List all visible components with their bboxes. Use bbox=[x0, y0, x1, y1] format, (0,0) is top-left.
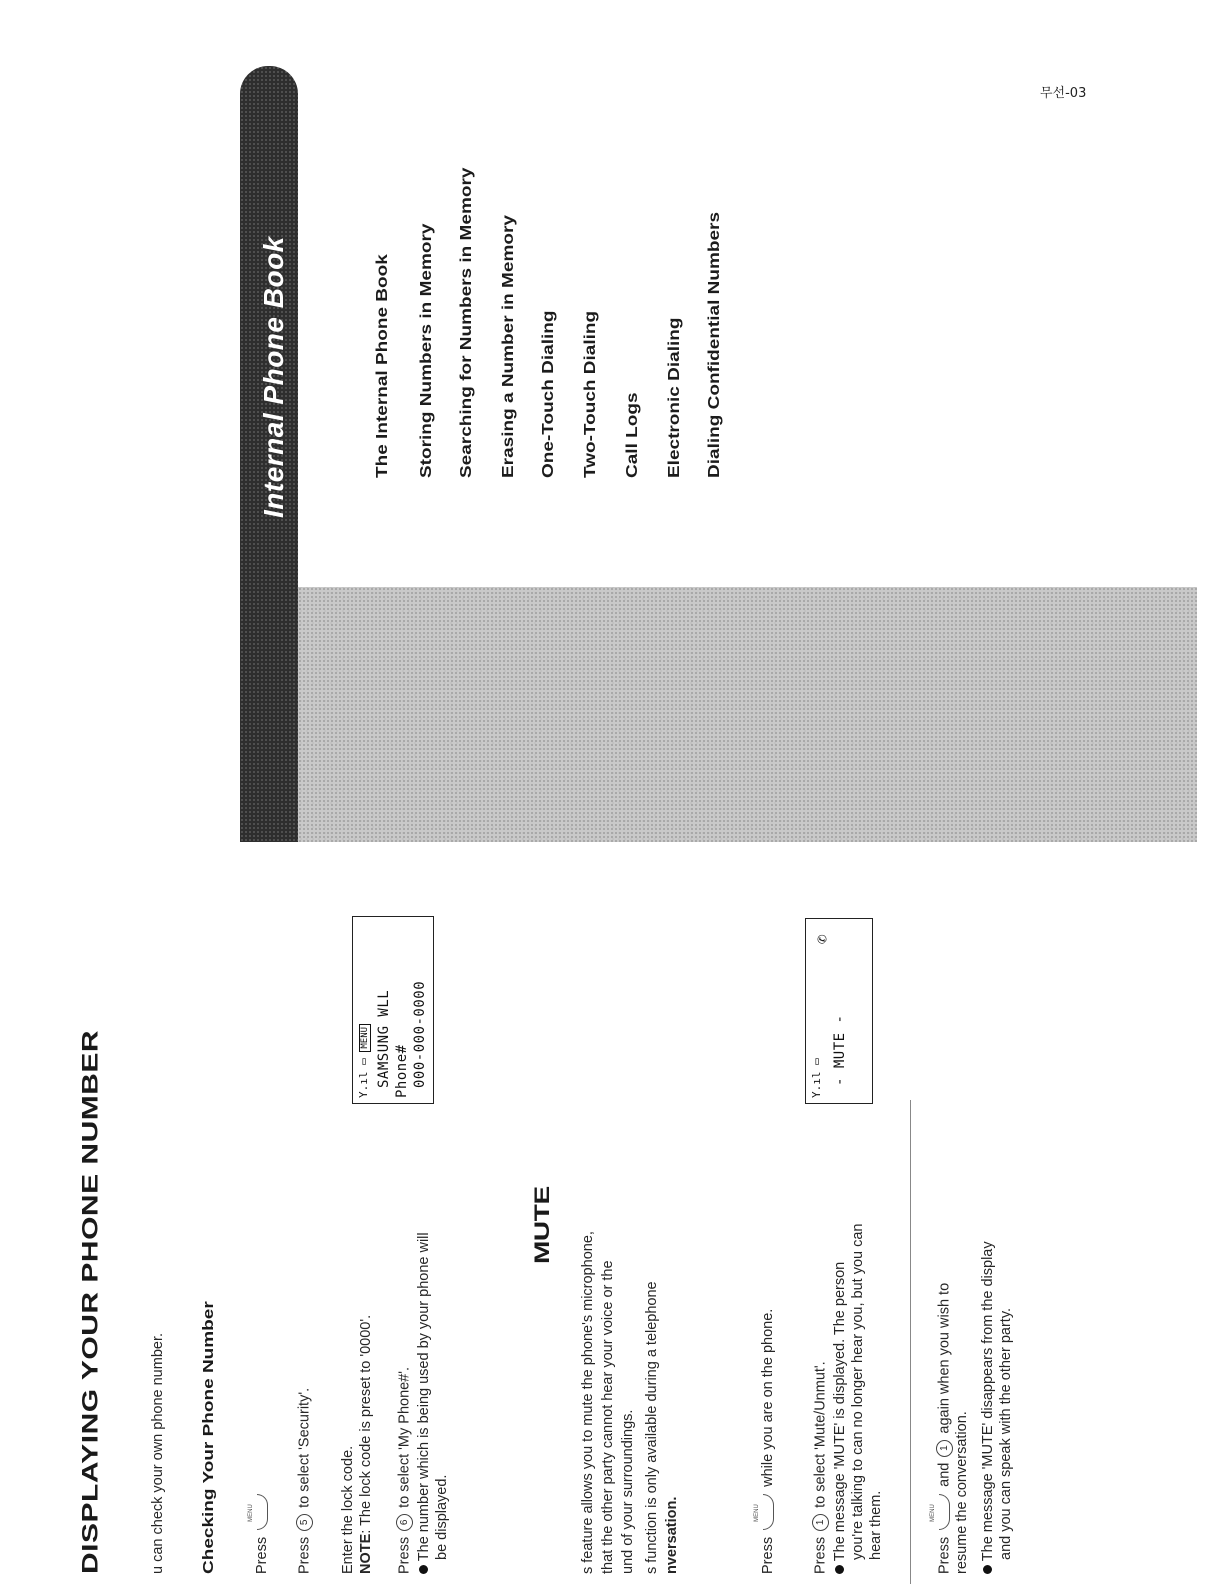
toc-item: Erasing a Number in Memory bbox=[500, 215, 518, 478]
bullet-icon bbox=[419, 1565, 428, 1574]
mute-step-3 bbox=[936, 1283, 953, 1574]
lcd-mute-status-row bbox=[810, 1058, 823, 1098]
mute-step-2-bullet bbox=[832, 1262, 848, 1574]
mute-intro-1: s feature allows you to mute the phone's microphone, bbox=[580, 1231, 596, 1574]
step-4-bullet bbox=[416, 1232, 432, 1574]
column-divider bbox=[910, 1100, 911, 1584]
toc-item: Dialing Confidential Numbers bbox=[706, 211, 724, 478]
mute-step-3-bullet bbox=[980, 1241, 996, 1574]
step-4-bullet-line2: be displayed. bbox=[434, 1474, 450, 1560]
step-4-bullet-line1: The number which is being used by your phone will bbox=[416, 1232, 432, 1562]
key-1-icon: 1 bbox=[812, 1514, 829, 1531]
battery-icon: ▭ bbox=[357, 1058, 370, 1065]
lcd-mute-text: - MUTE - bbox=[832, 1014, 848, 1086]
page-code: 무선-03 bbox=[1040, 86, 1087, 101]
mute-step-3-and: and bbox=[936, 1462, 953, 1487]
key-5-icon: 5 bbox=[296, 1514, 313, 1531]
mute-intro-4 bbox=[644, 1281, 660, 1574]
toc-item: Storing Numbers in Memory bbox=[418, 223, 436, 478]
step-2-press: Press bbox=[296, 1536, 313, 1574]
step-2 bbox=[296, 1388, 313, 1574]
step-4 bbox=[396, 1367, 413, 1574]
menu-key-icon bbox=[257, 1494, 268, 1530]
mute-step-2-text: to select 'Mute/Unmut'. bbox=[812, 1361, 829, 1508]
mute-step-1-text: while you are on the phone. bbox=[760, 1308, 776, 1487]
mute-step-3-press: Press bbox=[936, 1536, 953, 1574]
intro-text: u can check your own phone number. bbox=[150, 1332, 166, 1574]
key-6-icon: 6 bbox=[396, 1514, 413, 1531]
mute-step-2-bullet-line1: The message 'MUTE' is displayed. The person bbox=[832, 1261, 848, 1562]
mute-step-2 bbox=[812, 1361, 829, 1574]
mute-step-1 bbox=[760, 1309, 776, 1574]
mute-step-3-text: again when you wish to bbox=[936, 1282, 953, 1434]
mute-step-2-bullet-line3: hear them. bbox=[868, 1490, 884, 1560]
toc-item: One-Touch Dialing bbox=[540, 310, 558, 478]
toc-item: Electronic Dialing bbox=[666, 317, 684, 478]
menu-badge: MENU bbox=[359, 1024, 371, 1052]
lcd-line-3: 000-000-0000 bbox=[412, 980, 428, 1088]
signal-icon: Y.ıl bbox=[810, 1071, 823, 1098]
section-subheading: Checking Your Phone Number bbox=[200, 1301, 217, 1574]
step-4-press: Press bbox=[396, 1536, 413, 1574]
mute-step-3-bullet-line2: and you can speak with the other party. bbox=[998, 1307, 1014, 1560]
note-text: : The lock code is preset to '0000'. bbox=[358, 1314, 374, 1534]
mute-step-2-bullet-line2: you're talking to can no longer hear you, but you can bbox=[850, 1223, 866, 1560]
step-4-text: to select 'My Phone#'. bbox=[396, 1366, 413, 1508]
step-3-note bbox=[358, 1315, 374, 1574]
menu-key-icon bbox=[763, 1494, 774, 1530]
mute-intro-4-text: s function is only available during a telephone bbox=[644, 1281, 660, 1574]
lcd-line-1: SAMSUNG WLL bbox=[376, 989, 392, 1088]
mute-intro-2: that the other party cannot hear your voice or the bbox=[600, 1260, 616, 1574]
key-1-icon: 1 bbox=[936, 1440, 953, 1457]
battery-icon: ▭ bbox=[810, 1058, 823, 1065]
step-1 bbox=[254, 1491, 270, 1574]
mute-step-3-line2: resume the conversation. bbox=[954, 1411, 970, 1574]
chapter-tab-title: Internal Phone Book bbox=[258, 236, 289, 518]
gray-texture-band bbox=[242, 587, 1197, 842]
note-label: NOTE bbox=[358, 1533, 374, 1574]
menu-key-icon bbox=[939, 1494, 950, 1530]
mute-step-2-press: Press bbox=[812, 1536, 829, 1574]
step-3: Enter the lock code. bbox=[340, 1445, 356, 1574]
mute-step-3-bullet-line1: The message 'MUTE' disappears from the display bbox=[980, 1241, 996, 1562]
toc-item: The Internal Phone Book bbox=[374, 254, 392, 478]
lcd-line-2: Phone# bbox=[394, 1044, 410, 1098]
toc-item: Call Logs bbox=[624, 392, 642, 478]
bullet-icon bbox=[983, 1565, 992, 1574]
step-1-press: Press bbox=[254, 1536, 270, 1574]
step-2-text: to select 'Security'. bbox=[296, 1387, 313, 1508]
toc-item: Two-Touch Dialing bbox=[582, 310, 600, 478]
mute-heading: MUTE bbox=[530, 1186, 554, 1264]
lcd-status-row bbox=[357, 1024, 370, 1098]
mute-intro-5: nversation. bbox=[664, 1496, 680, 1574]
mute-step-1-press: Press bbox=[760, 1536, 776, 1574]
mute-intro-3: und of your surroundings. bbox=[620, 1409, 636, 1574]
page-title: DISPLAYING YOUR PHONE NUMBER bbox=[78, 1029, 103, 1574]
signal-icon: Y.ıl bbox=[357, 1071, 370, 1098]
toc-item: Searching for Numbers in Memory bbox=[458, 167, 476, 478]
handset-icon: ✆ bbox=[812, 934, 831, 944]
bullet-icon bbox=[835, 1565, 844, 1574]
